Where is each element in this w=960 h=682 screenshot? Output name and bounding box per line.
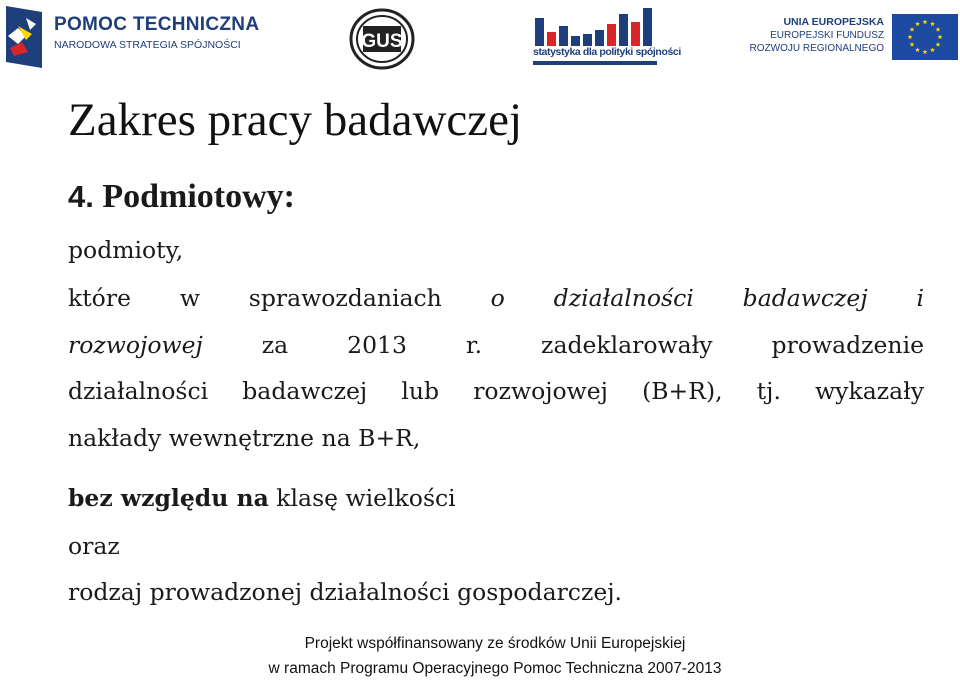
slide-subtitle	[68, 178, 295, 216]
unia-line1: UNIA EUROPEJSKA	[783, 16, 884, 28]
l3-text: za 2013 r. zadeklarowały prowadzenie	[261, 331, 924, 359]
pomoc-techniczna-flag-icon	[6, 6, 42, 68]
l2-italic: o działalności badawczej i	[490, 284, 924, 312]
unia-europejska-logo	[749, 14, 960, 64]
body-line-3	[68, 331, 924, 359]
statystyka-underline	[533, 61, 657, 65]
header-logos	[0, 0, 960, 75]
statystyka-bars-icon	[533, 4, 657, 46]
body-line-8: rodzaj prowadzonej działalności gospodarczej.	[68, 578, 623, 606]
statystyka-label: statystyka dla polityki spójności	[533, 46, 681, 58]
body-line-1: podmioty,	[68, 236, 184, 264]
l2-text: które w sprawozdaniach	[68, 284, 442, 312]
body-line-4: działalności badawczej lub rozwojowej (B+R), tj. wykazały	[68, 377, 924, 405]
l3-italic: rozwojowej	[68, 331, 203, 359]
pomoc-techniczna-title: POMOC TECHNICZNA	[54, 14, 260, 35]
gus-label: GUS	[361, 31, 403, 52]
eu-flag-icon	[892, 14, 958, 60]
scope-rest: klasę wielkości	[276, 484, 456, 512]
footer-line-1: Projekt współfinansowany ze środków Unii Europejskiej	[304, 635, 686, 652]
pomoc-techniczna-subtitle: NARODOWA STRATEGIA SPÓJNOŚCI	[54, 39, 241, 51]
slide-title: Zakres pracy badawczej	[68, 94, 523, 146]
body-line-7: oraz	[68, 532, 120, 560]
unia-europejska-text	[750, 16, 884, 55]
statystyka-logo	[533, 4, 681, 70]
body-line-6	[68, 484, 924, 512]
unia-line2: EUROPEJSKI FUNDUSZ	[770, 30, 884, 41]
pomoc-techniczna-logo	[6, 6, 260, 72]
scope-bold: bez względu na	[68, 484, 269, 512]
subtitle-number: 4.	[68, 179, 94, 214]
gus-emblem-icon	[349, 8, 415, 70]
unia-line3: ROZWOJU REGIONALNEGO	[749, 43, 884, 54]
body-line-5: nakłady wewnętrzne na B+R,	[68, 424, 421, 452]
footer-line-2: w ramach Programu Operacyjnego Pomoc Techniczna 2007-2013	[268, 660, 722, 677]
gus-logo	[349, 8, 415, 70]
subtitle-text: Podmiotowy:	[102, 178, 296, 215]
body-line-2	[68, 284, 924, 312]
